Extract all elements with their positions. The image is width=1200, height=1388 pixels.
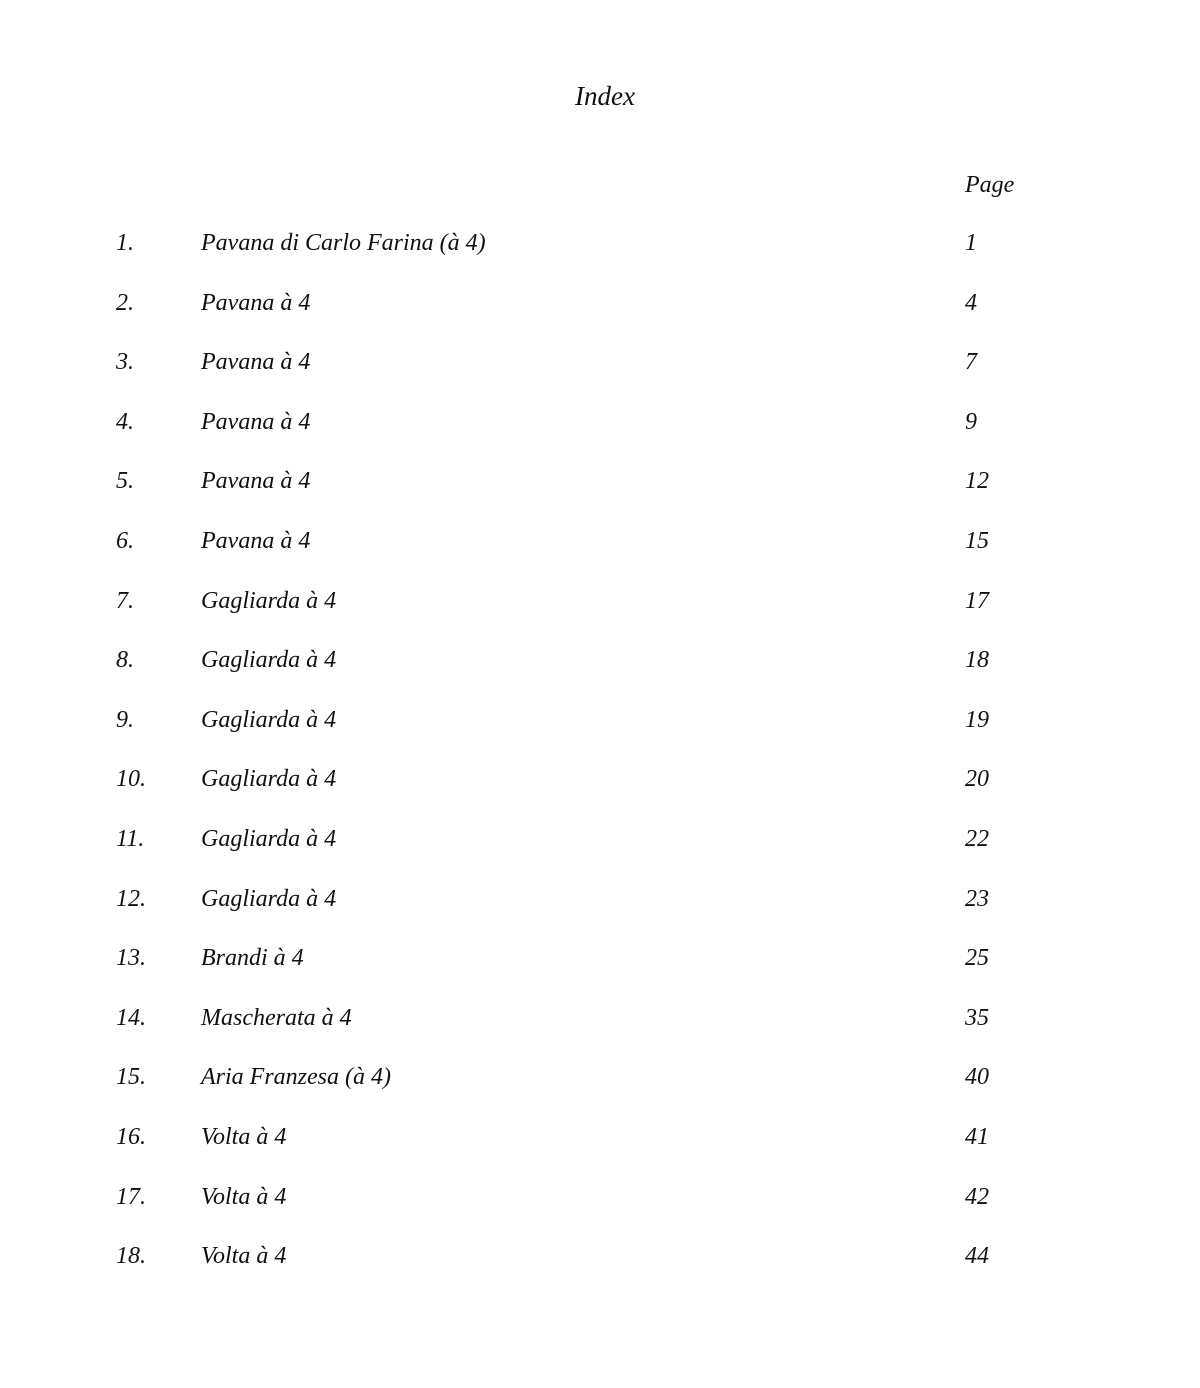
- entry-number: 9.: [116, 706, 134, 733]
- entry-number: 13.: [116, 945, 146, 972]
- index-entry: [0, 228, 1200, 288]
- entry-title: Pavana à 4: [201, 408, 311, 435]
- index-title: Index: [575, 81, 635, 111]
- index-entry: [0, 407, 1200, 467]
- entry-page: 19: [965, 706, 989, 733]
- entry-title: Aria Franzesa (à 4): [201, 1064, 391, 1091]
- entry-title: Volta à 4: [201, 1123, 287, 1150]
- entry-number: 12.: [116, 885, 146, 912]
- index-entry: [0, 764, 1200, 824]
- entry-page: 22: [965, 825, 989, 852]
- entry-title: Mascherata à 4: [201, 1004, 352, 1031]
- index-entry: [0, 1003, 1200, 1063]
- index-entry: [0, 347, 1200, 407]
- entry-number: 17.: [116, 1183, 146, 1210]
- index-entry: [0, 884, 1200, 944]
- entry-title: Volta à 4: [201, 1243, 287, 1270]
- entry-page: 4: [965, 289, 977, 316]
- index-entry: [0, 586, 1200, 646]
- index-entry: [0, 1122, 1200, 1182]
- entry-page: 7: [965, 349, 977, 376]
- entry-page: 9: [965, 408, 977, 435]
- entry-number: 14.: [116, 1004, 146, 1031]
- entry-number: 3.: [116, 349, 134, 376]
- entry-number: 8.: [116, 647, 134, 674]
- index-entry: [0, 466, 1200, 526]
- entry-page: 17: [965, 587, 989, 614]
- entry-title: Pavana à 4: [201, 468, 311, 495]
- index-entry: [0, 288, 1200, 348]
- entry-page: 23: [965, 885, 989, 912]
- entry-title: Pavana di Carlo Farina (à 4): [201, 230, 486, 256]
- entry-title: Pavana à 4: [201, 289, 311, 316]
- entry-page: 41: [965, 1123, 989, 1150]
- entry-title: Gagliarda à 4: [201, 825, 337, 852]
- entry-number: 18.: [116, 1243, 146, 1270]
- entry-number: 16.: [116, 1123, 146, 1150]
- index-entry: [0, 1241, 1200, 1301]
- entry-page: 44: [965, 1243, 989, 1270]
- entry-number: 5.: [116, 468, 134, 495]
- index-entry: [0, 1062, 1200, 1122]
- index-list: [0, 228, 1200, 1301]
- entry-title: Pavana à 4: [201, 527, 311, 554]
- entry-title: Brandi à 4: [201, 945, 304, 972]
- entry-title: Volta à 4: [201, 1183, 287, 1210]
- page-column-header: Page: [965, 172, 1015, 198]
- entry-page: 42: [965, 1183, 989, 1210]
- index-entry: [0, 943, 1200, 1003]
- entry-number: 15.: [116, 1064, 146, 1091]
- entry-page: 15: [965, 527, 989, 554]
- entry-title: Gagliarda à 4: [201, 885, 337, 912]
- entry-number: 2.: [116, 289, 134, 316]
- index-entry: [0, 1182, 1200, 1242]
- entry-page: 25: [965, 945, 989, 972]
- entry-number: 10.: [116, 766, 146, 793]
- entry-page: 20: [965, 766, 989, 793]
- entry-page: 1: [965, 230, 977, 256]
- entry-page: 35: [965, 1004, 989, 1031]
- entry-title: Gagliarda à 4: [201, 647, 337, 674]
- index-entry: [0, 526, 1200, 586]
- entry-number: 11.: [116, 825, 145, 852]
- index-entry: [0, 705, 1200, 765]
- index-entry: [0, 824, 1200, 884]
- entry-number: 1.: [116, 230, 134, 256]
- entry-page: 18: [965, 647, 989, 674]
- entry-title: Pavana à 4: [201, 349, 311, 376]
- entry-number: 7.: [116, 587, 134, 614]
- entry-number: 6.: [116, 527, 134, 554]
- entry-title: Gagliarda à 4: [201, 706, 337, 733]
- entry-title: Gagliarda à 4: [201, 587, 337, 614]
- entry-title: Gagliarda à 4: [201, 766, 337, 793]
- entry-number: 4.: [116, 408, 134, 435]
- index-entry: [0, 645, 1200, 705]
- entry-page: 12: [965, 468, 989, 495]
- entry-page: 40: [965, 1064, 989, 1091]
